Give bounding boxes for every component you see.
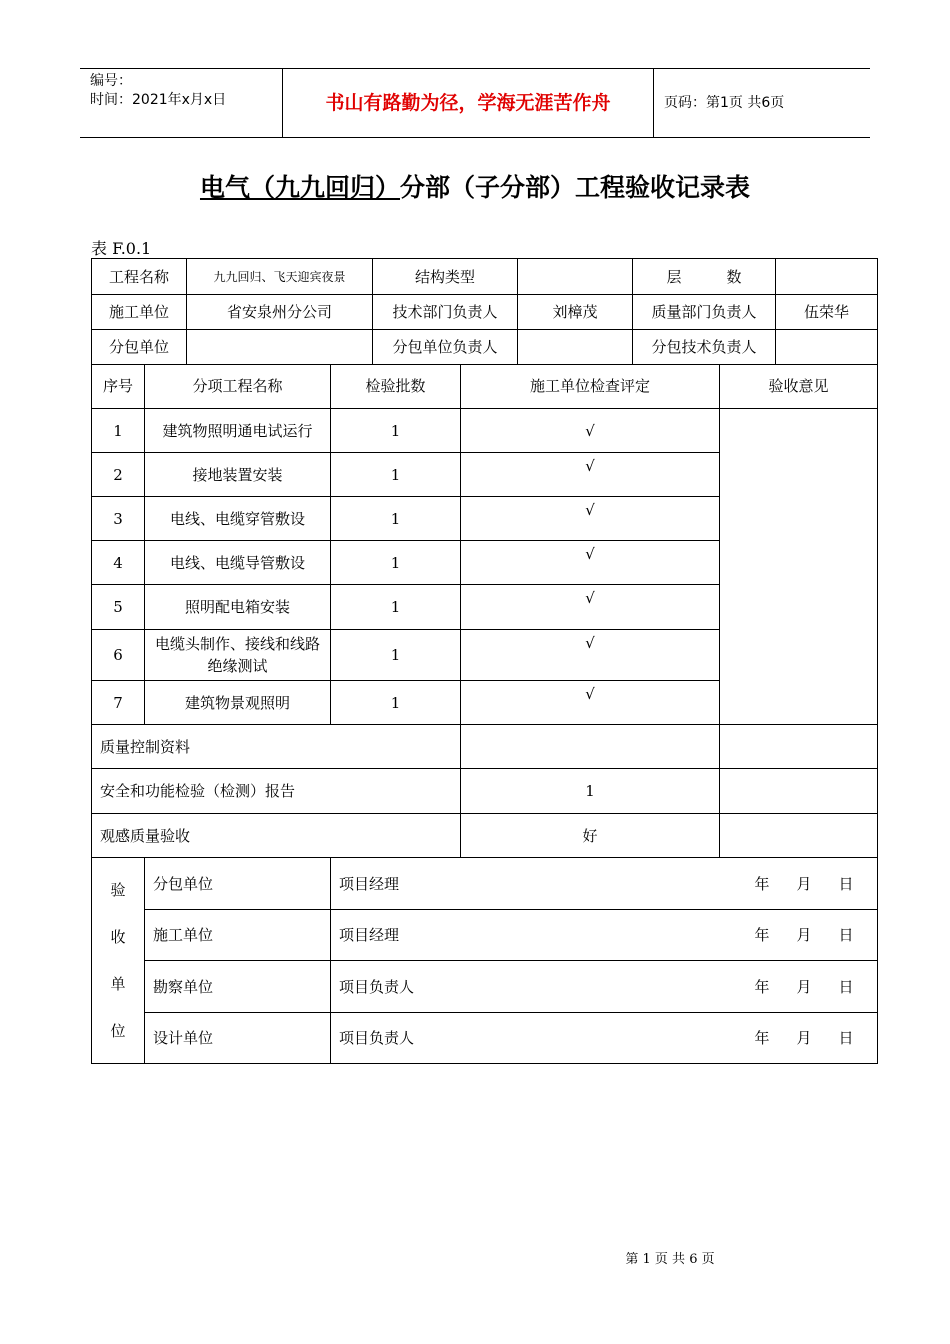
year-label: 年 [754,977,770,996]
quality-head-value: 伍荣华 [776,295,878,330]
items-table [91,364,878,858]
date-fields [741,1027,867,1049]
info-table [91,258,878,365]
side-char: 验 [110,880,126,899]
summary-value: 1 [461,769,720,814]
month-label: 月 [796,977,812,996]
sub-tech-label: 分包技术负责人 [633,330,776,365]
acceptance-unit: 施工单位 [145,910,331,961]
summary-label: 观感质量验收 [92,814,461,858]
header-page-info: 页码：第1页 共6页 [664,95,785,111]
project-name-label: 工程名称 [92,259,187,295]
acceptance-role: 项目负责人 [339,1029,415,1047]
item-batches: 1 [331,630,461,681]
item-no: 1 [92,409,145,453]
summary-value [461,725,720,769]
acceptance-sign-cell [331,858,878,910]
contractor-label: 施工单位 [92,295,187,330]
item-name: 电缆头制作、接线和线路绝缘测试 [145,630,331,681]
date-fields [741,873,867,895]
document-header [80,68,870,138]
day-label: 日 [838,874,854,893]
acceptance-role: 项目负责人 [339,977,415,996]
day-label: 日 [838,977,854,996]
month-label: 月 [796,1029,812,1047]
header-meta [80,69,282,137]
page-footer: 第 1 页 共 6 页 [625,1252,715,1267]
time-label: 时间：2021年x月x日 [90,92,227,108]
sub-head-value [518,330,633,365]
acceptance-sign-cell [331,910,878,961]
floors-value [776,259,878,295]
item-name: 接地装置安装 [145,453,331,497]
acceptance-unit: 勘察单位 [145,961,331,1013]
sub-value [187,330,373,365]
col-no-header: 序号 [92,364,145,409]
contractor-value: 省安泉州分公司 [187,295,373,330]
title-rest: 分部（子分部）工程验收记录表 [400,173,751,202]
year-label: 年 [754,874,770,893]
tech-head-label: 技术部门负责人 [373,295,518,330]
quality-head-label: 质量部门负责人 [633,295,776,330]
item-name: 建筑物景观照明 [145,681,331,725]
header-slogan: 书山有路勤为径，学海无涯苦作舟 [282,69,654,137]
structure-label: 结构类型 [373,259,518,295]
item-name: 建筑物照明通电试运行 [145,409,331,453]
item-check: √ [461,497,720,541]
item-batches: 1 [331,453,461,497]
acceptance-unit: 分包单位 [145,858,331,910]
table-number: 表 F.0.1 [91,239,152,258]
number-label: 编号： [90,73,132,89]
item-no: 2 [92,453,145,497]
month-label: 月 [796,926,812,944]
month-label: 月 [796,874,812,893]
item-batches: 1 [331,681,461,725]
item-name: 照明配电箱安装 [145,585,331,630]
item-check: √ [461,453,720,497]
item-check: √ [461,409,720,453]
sub-label: 分包单位 [92,330,187,365]
date-fields [741,976,867,998]
item-check: √ [461,541,720,585]
floors-label: 层 数 [633,259,776,295]
date-fields [741,924,867,946]
col-check-header: 施工单位检查评定 [461,364,720,409]
item-name: 电线、电缆穿管敷设 [145,497,331,541]
item-no: 3 [92,497,145,541]
opinion-merged-cell [720,409,878,725]
item-batches: 1 [331,409,461,453]
sub-head-label: 分包单位负责人 [373,330,518,365]
item-no: 4 [92,541,145,585]
col-opinion-header: 验收意见 [720,364,878,409]
item-no: 6 [92,630,145,681]
item-batches: 1 [331,497,461,541]
acceptance-sign-cell [331,961,878,1013]
side-char: 单 [110,975,126,994]
page-title [0,168,950,204]
day-label: 日 [838,1029,854,1047]
summary-label: 质量控制资料 [92,725,461,769]
col-name-header: 分项工程名称 [145,364,331,409]
year-label: 年 [754,926,770,944]
side-char: 收 [110,927,126,946]
item-batches: 1 [331,541,461,585]
summary-value: 好 [461,814,720,858]
acceptance-side-label [92,858,145,1064]
item-check: √ [461,630,720,681]
summary-opinion [720,814,878,858]
col-batches-header: 检验批数 [331,364,461,409]
summary-opinion [720,769,878,814]
side-char: 位 [110,1022,126,1041]
acceptance-unit: 设计单位 [145,1013,331,1064]
acceptance-role: 项目经理 [339,926,400,944]
acceptance-sign-cell [331,1013,878,1064]
item-no: 7 [92,681,145,725]
structure-value [518,259,633,295]
title-underlined: 电气（九九回归） [199,173,400,202]
item-check: √ [461,681,720,725]
item-no: 5 [92,585,145,630]
summary-label: 安全和功能检验（检测）报告 [92,769,461,814]
summary-opinion [720,725,878,769]
item-batches: 1 [331,585,461,630]
project-name-value: 九九回归、飞天迎宾夜景 [187,259,373,295]
acceptance-role: 项目经理 [339,874,400,893]
acceptance-table [91,858,878,1064]
sub-tech-value [776,330,878,365]
item-check: √ [461,585,720,630]
item-name: 电线、电缆导管敷设 [145,541,331,585]
year-label: 年 [754,1029,770,1047]
day-label: 日 [838,926,854,944]
tech-head-value: 刘樟茂 [518,295,633,330]
